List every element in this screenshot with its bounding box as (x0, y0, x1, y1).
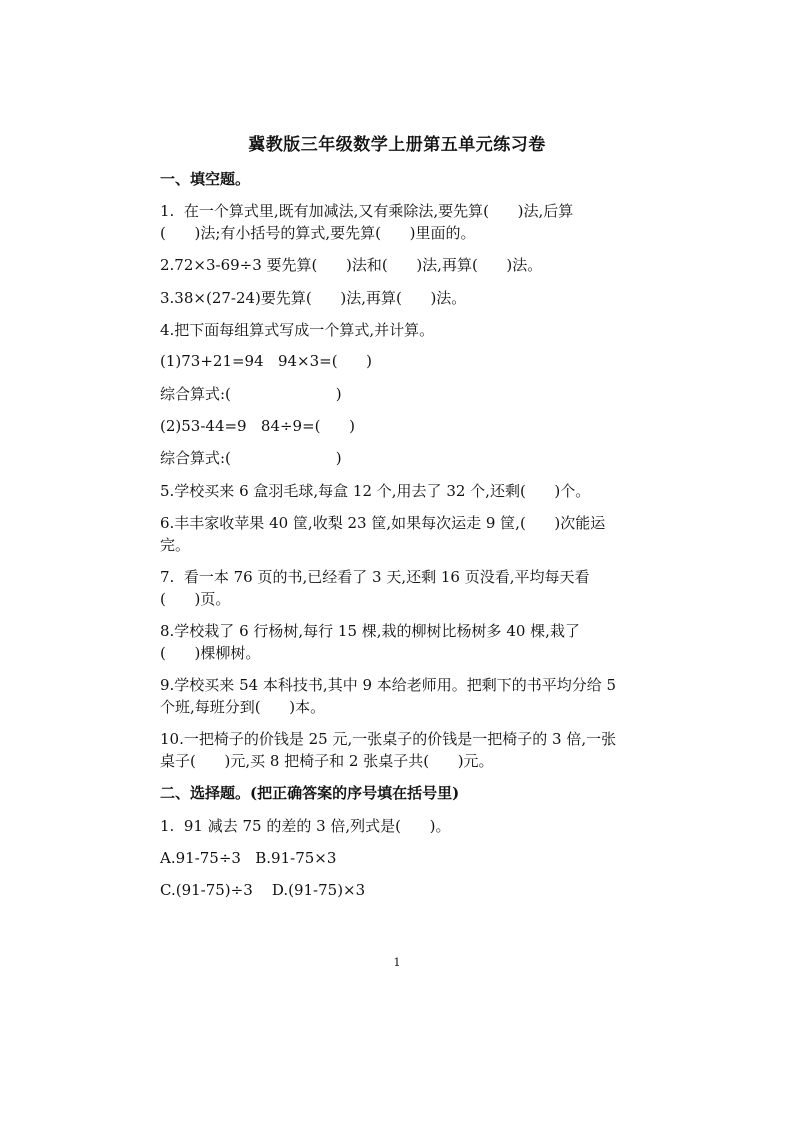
question-8-line-2: ( )棵柳树。 (160, 644, 261, 662)
question-7-line-1: 7. 看一本 76 页的书,已经看了 3 天,还剩 16 页没看,平均每天看 (160, 568, 590, 586)
question-4-part-1: (1)73+21=94 94×3=( ) (160, 352, 373, 370)
choice-question-1-options-cd: C.(91-75)÷3 D.(91-75)×3 (160, 881, 366, 899)
question-3: 3.38×(27-24)要先算( )法,再算( )法。 (160, 289, 467, 307)
question-4-part-2-combined: 综合算式:( ) (160, 449, 342, 467)
choice-question-1: 1. 91 减去 75 的差的 3 倍,列式是( )。 (160, 817, 451, 835)
question-1-line-1: 1. 在一个算式里,既有加减法,又有乘除法,要先算( )法,后算 (160, 202, 574, 220)
question-4-part-2: (2)53-44=9 84÷9=( ) (160, 417, 355, 435)
question-10-line-1: 10.一把椅子的价钱是 25 元,一张桌子的价钱是一把椅子的 3 倍,一张 (160, 730, 617, 748)
page-title: 冀教版三年级数学上册第五单元练习卷 (248, 135, 546, 155)
choice-question-1-options-ab: A.91-75÷3 B.91-75×3 (160, 849, 337, 867)
question-6-line-1: 6.丰丰家收苹果 40 筐,收梨 23 筐,如果每次运走 9 筐,( )次能运 (160, 514, 606, 532)
question-9-line-2: 个班,每班分到( )本。 (160, 698, 326, 716)
question-9-line-1: 9.学校买来 54 本科技书,其中 9 本给老师用。把剩下的书平均分给 5 (160, 676, 617, 694)
section-choice-heading: 二、选择题。(把正确答案的序号填在括号里) (160, 784, 460, 802)
section-fill-in-heading: 一、填空题。 (160, 170, 251, 188)
question-4: 4.把下面每组算式写成一个算式,并计算。 (160, 321, 435, 339)
question-8-line-1: 8.学校栽了 6 行杨树,每行 15 棵,栽的柳树比杨树多 40 棵,栽了 (160, 622, 580, 640)
question-4-part-1-combined: 综合算式:( ) (160, 385, 342, 403)
question-7-line-2: ( )页。 (160, 590, 231, 608)
question-10-line-2: 桌子( )元,买 8 把椅子和 2 张桌子共( )元。 (160, 752, 494, 770)
page-number: 1 (393, 956, 401, 969)
question-2: 2.72×3-69÷3 要先算( )法和( )法,再算( )法。 (160, 256, 543, 274)
question-1-line-2: ( )法;有小括号的算式,要先算( )里面的。 (160, 224, 476, 242)
question-6-line-2: 完。 (160, 536, 191, 554)
question-5: 5.学校买来 6 盒羽毛球,每盒 12 个,用去了 32 个,还剩( )个。 (160, 482, 591, 500)
